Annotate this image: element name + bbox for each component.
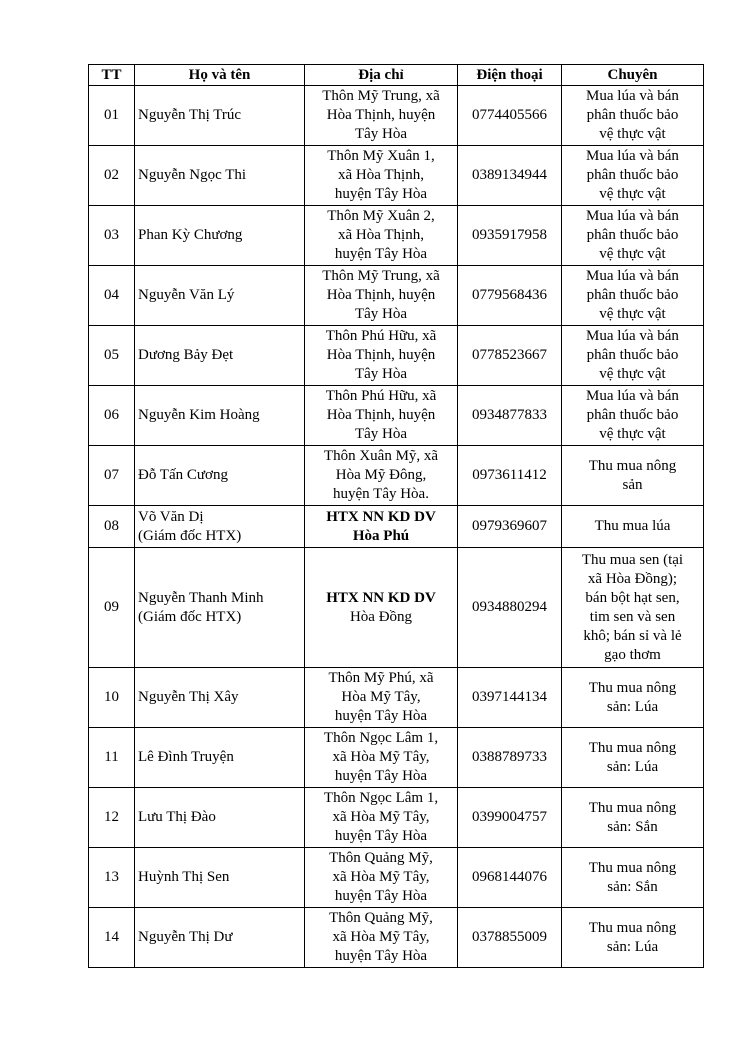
specialty-line: phân thuốc bảo (586, 347, 679, 363)
cell-address (305, 146, 458, 206)
cell-name (135, 788, 305, 848)
table-row (89, 788, 704, 848)
cell-phone: 0934877833 (458, 386, 562, 446)
specialty-line: phân thuốc bảo (586, 167, 679, 183)
cell-tt: 04 (89, 266, 135, 326)
cell-specialty (562, 908, 704, 968)
specialty-line: phân thuốc bảo (586, 227, 679, 243)
cell-phone: 0934880294 (458, 548, 562, 668)
address-line: Tây Hòa (354, 126, 408, 142)
address-line: huyện Tây Hòa (334, 186, 428, 202)
table-row (89, 728, 704, 788)
specialty-line: vệ thực vật (599, 306, 666, 322)
cell-phone: 0968144076 (458, 848, 562, 908)
specialty-line: vệ thực vật (599, 246, 666, 262)
address-line: Hòa Thịnh, huyện (326, 407, 436, 423)
specialty-line: vệ thực vật (599, 126, 666, 142)
cell-specialty (562, 86, 704, 146)
address-line: huyện Tây Hòa (334, 768, 428, 784)
table-row (89, 908, 704, 968)
header-specialty: Chuyên (562, 65, 704, 86)
table-row (89, 146, 704, 206)
address-line: huyện Tây Hòa (334, 708, 428, 724)
address-line: xã Hòa Mỹ Tây, (332, 929, 430, 945)
specialty-line: khô; bán sỉ và lẻ (583, 627, 682, 644)
cell-phone: 0378855009 (458, 908, 562, 968)
cell-address (305, 326, 458, 386)
cell-tt: 01 (89, 86, 135, 146)
specialty-line: Thu mua sen (tại (581, 551, 684, 568)
address-line: Hòa Thịnh, huyện (326, 287, 436, 303)
specialty-line: Mua lúa và bán (586, 328, 679, 344)
address-line: Thôn Mỹ Xuân 2, (327, 208, 435, 224)
table-body (89, 86, 704, 968)
specialty-line: Thu mua nông (588, 457, 677, 474)
specialty-line: Thu mua lúa (594, 518, 671, 534)
address-line: Thôn Mỹ Trung, xã (322, 88, 440, 104)
address-line: Hòa Đồng (349, 608, 413, 625)
cell-specialty (562, 446, 704, 506)
specialty-line: tim sen và sen (589, 608, 676, 625)
cell-name (135, 848, 305, 908)
address-line: Tây Hòa (354, 306, 408, 322)
cell-tt: 11 (89, 728, 135, 788)
cell-address (305, 86, 458, 146)
specialty-line: Thu mua nông (588, 859, 677, 876)
specialty-line: Mua lúa và bán (586, 388, 679, 404)
address-line: Hòa Phú (352, 527, 410, 544)
cell-name (135, 908, 305, 968)
address-line: HTX NN KD DV (326, 508, 436, 525)
cell-address (305, 788, 458, 848)
address-line: Thôn Mỹ Trung, xã (322, 268, 440, 284)
specialty-line: vệ thực vật (599, 186, 666, 202)
cell-phone: 0979369607 (458, 506, 562, 548)
cell-address (305, 266, 458, 326)
specialty-line: Thu mua nông (588, 679, 677, 696)
address-line: huyện Tây Hòa (334, 888, 428, 904)
address-line: Tây Hòa (354, 366, 408, 382)
cell-specialty (562, 728, 704, 788)
cell-address (305, 206, 458, 266)
specialty-line: Thu mua nông (588, 919, 677, 936)
cell-phone: 0397144134 (458, 668, 562, 728)
name-line: Huỳnh Thị Sen (138, 869, 230, 885)
cell-name (135, 506, 305, 548)
name-line: (Giám đốc HTX) (138, 527, 242, 544)
buyer-directory-table (88, 64, 704, 968)
name-line: Nguyễn Ngọc Thi (138, 167, 247, 183)
address-line: xã Hòa Mỹ Tây, (332, 869, 430, 885)
cell-specialty (562, 326, 704, 386)
cell-phone: 0774405566 (458, 86, 562, 146)
address-line: HTX NN KD DV (326, 589, 436, 606)
cell-specialty (562, 548, 704, 668)
cell-specialty (562, 506, 704, 548)
specialty-line: Thu mua nông (588, 799, 677, 816)
address-line: xã Hòa Thịnh, (338, 227, 424, 243)
specialty-line: gạo thơm (604, 646, 661, 663)
address-line: Tây Hòa (354, 426, 408, 442)
cell-tt: 06 (89, 386, 135, 446)
cell-phone: 0399004757 (458, 788, 562, 848)
name-line: Nguyễn Thị Xây (138, 689, 239, 705)
specialty-line: sản: Lúa (606, 698, 659, 715)
cell-name (135, 548, 305, 668)
cell-name (135, 206, 305, 266)
cell-name (135, 668, 305, 728)
cell-phone: 0778523667 (458, 326, 562, 386)
cell-specialty (562, 266, 704, 326)
cell-address (305, 386, 458, 446)
table-row (89, 446, 704, 506)
specialty-line: phân thuốc bảo (586, 407, 679, 423)
address-line: Hòa Mỹ Đông, (335, 467, 427, 483)
cell-name (135, 86, 305, 146)
address-line: Thôn Mỹ Xuân 1, (327, 148, 435, 164)
name-line: Phan Kỳ Chương (138, 227, 243, 243)
name-line: Dương Bảy Đẹt (138, 347, 234, 363)
address-line: Thôn Ngọc Lâm 1, (323, 730, 439, 746)
cell-specialty (562, 206, 704, 266)
table-row (89, 386, 704, 446)
cell-address (305, 446, 458, 506)
address-line: Thôn Mỹ Phú, xã (328, 670, 434, 686)
address-line: Thôn Xuân Mỹ, xã (323, 448, 439, 464)
address-line: Thôn Ngọc Lâm 1, (323, 790, 439, 806)
address-line: xã Hòa Thịnh, (338, 167, 424, 183)
address-line: xã Hòa Mỹ Tây, (332, 809, 430, 825)
header-address: Địa chỉ (305, 65, 458, 86)
header-phone: Điện thoại (458, 65, 562, 86)
specialty-line: sản: Lúa (606, 758, 659, 775)
address-line: Thôn Phú Hữu, xã (325, 328, 437, 344)
cell-tt: 02 (89, 146, 135, 206)
cell-address (305, 848, 458, 908)
address-line: huyện Tây Hòa (334, 828, 428, 844)
cell-phone: 0389134944 (458, 146, 562, 206)
cell-address (305, 908, 458, 968)
specialty-line: sản (622, 476, 643, 493)
address-line: huyện Tây Hòa. (333, 486, 429, 502)
name-line: Lưu Thị Đào (138, 809, 216, 825)
table-row (89, 206, 704, 266)
name-line: Đỗ Tấn Cương (138, 467, 228, 483)
cell-name (135, 266, 305, 326)
specialty-line: phân thuốc bảo (586, 287, 679, 303)
address-line: Thôn Quảng Mỹ, (329, 850, 433, 866)
header-tt: TT (89, 65, 135, 86)
cell-phone: 0388789733 (458, 728, 562, 788)
name-line: Nguyễn Thị Trúc (138, 107, 242, 123)
cell-address (305, 506, 458, 548)
cell-address (305, 728, 458, 788)
specialty-line: xã Hòa Đồng); (587, 570, 678, 587)
cell-tt: 12 (89, 788, 135, 848)
address-line: huyện Tây Hòa (334, 246, 428, 262)
table-row (89, 266, 704, 326)
specialty-line: Mua lúa và bán (586, 208, 679, 224)
specialty-line: Mua lúa và bán (586, 88, 679, 104)
name-line: Nguyễn Văn Lý (138, 287, 235, 303)
address-line: huyện Tây Hòa (334, 948, 428, 964)
specialty-line: vệ thực vật (599, 426, 666, 442)
cell-tt: 13 (89, 848, 135, 908)
cell-name (135, 446, 305, 506)
specialty-line: bán bột hạt sen, (585, 589, 680, 606)
cell-tt: 08 (89, 506, 135, 548)
cell-phone: 0779568436 (458, 266, 562, 326)
cell-tt: 14 (89, 908, 135, 968)
cell-name (135, 728, 305, 788)
specialty-line: sản: Sắn (607, 878, 658, 895)
cell-name (135, 386, 305, 446)
cell-specialty (562, 848, 704, 908)
table-row (89, 326, 704, 386)
cell-specialty (562, 146, 704, 206)
specialty-line: Mua lúa và bán (586, 268, 679, 284)
cell-specialty (562, 386, 704, 446)
cell-phone: 0973611412 (458, 446, 562, 506)
cell-tt: 09 (89, 548, 135, 668)
table-row (89, 86, 704, 146)
table-row (89, 506, 704, 548)
name-line: Nguyễn Thanh Minh (138, 589, 264, 606)
name-line: Nguyễn Thị Dư (138, 929, 233, 945)
specialty-line: Thu mua nông (588, 739, 677, 756)
table-row (89, 668, 704, 728)
cell-tt: 07 (89, 446, 135, 506)
table-header-row (89, 65, 704, 86)
specialty-line: Mua lúa và bán (586, 148, 679, 164)
table-row (89, 848, 704, 908)
address-line: Hòa Mỹ Tây, (341, 689, 421, 705)
name-line: Lê Đình Truyện (138, 749, 234, 765)
table-row (89, 548, 704, 668)
name-line: (Giám đốc HTX) (138, 608, 242, 625)
address-line: Hòa Thịnh, huyện (326, 107, 436, 123)
cell-address (305, 548, 458, 668)
cell-specialty (562, 668, 704, 728)
cell-tt: 03 (89, 206, 135, 266)
specialty-line: sản: Lúa (606, 938, 659, 955)
specialty-line: sản: Sắn (607, 818, 658, 835)
name-line: Võ Văn Dị (138, 508, 204, 525)
name-line: Nguyễn Kim Hoàng (138, 407, 260, 423)
cell-tt: 05 (89, 326, 135, 386)
cell-name (135, 326, 305, 386)
address-line: xã Hòa Mỹ Tây, (332, 749, 430, 765)
specialty-line: vệ thực vật (599, 366, 666, 382)
cell-address (305, 668, 458, 728)
cell-tt: 10 (89, 668, 135, 728)
cell-specialty (562, 788, 704, 848)
address-line: Hòa Thịnh, huyện (326, 347, 436, 363)
address-line: Thôn Phú Hữu, xã (325, 388, 437, 404)
cell-phone: 0935917958 (458, 206, 562, 266)
header-name: Họ và tên (135, 65, 305, 86)
address-line: Thôn Quảng Mỹ, (329, 910, 433, 926)
cell-name (135, 146, 305, 206)
specialty-line: phân thuốc bảo (586, 107, 679, 123)
